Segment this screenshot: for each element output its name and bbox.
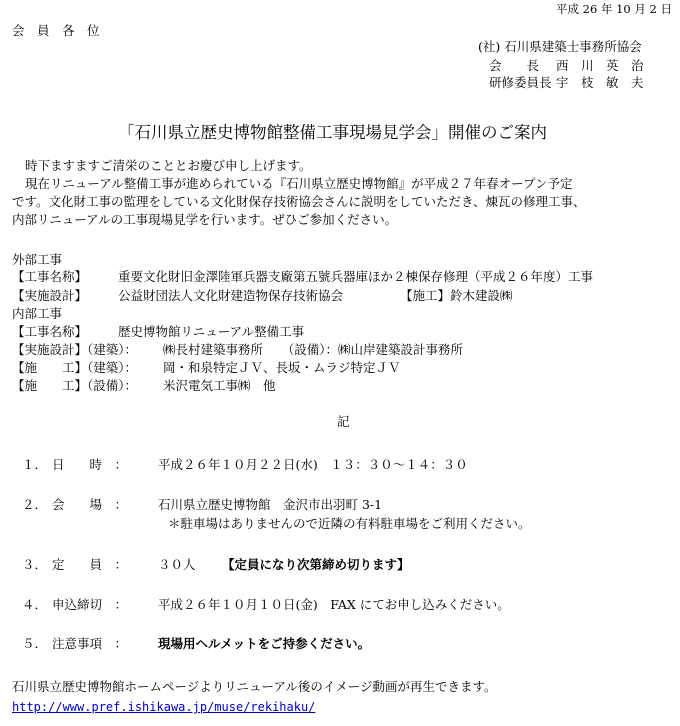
external-name-label: 【工事名称】 bbox=[12, 269, 88, 284]
document-title: 「石川県立歴史博物館整備工事現場見学会」開催のご案内 bbox=[118, 123, 547, 142]
item-value-datetime: 平成２６年１０月２２日(水) １３：３０〜１４：３０ bbox=[158, 457, 468, 472]
item-number: ３． bbox=[22, 557, 48, 572]
internal-design-label: 【実施設計】（建築）： bbox=[12, 342, 138, 357]
ki-marker: 記 bbox=[337, 414, 350, 429]
item-label-deadline: 申込締切 ： bbox=[52, 597, 128, 612]
item-note-parking: ＊駐車場はありませんので近隣の有料駐車場をご利用ください。 bbox=[168, 516, 531, 531]
external-builder: 【施工】鈴木建設㈱ bbox=[400, 288, 513, 303]
sender1-name: 西 川 英 治 bbox=[556, 58, 644, 73]
item-label-datetime: 日 時 ： bbox=[52, 457, 128, 472]
intro-greeting: 時下ますますご清栄のこととお慶び申し上げます。 bbox=[25, 158, 312, 173]
sender2-name: 宇 枝 敏 夫 bbox=[556, 75, 644, 90]
internal-builder1-label: 【施 工】（建築）： bbox=[12, 360, 138, 375]
sender1-role: 会 長 bbox=[489, 58, 540, 73]
item-label-capacity: 定 員 ： bbox=[52, 557, 128, 572]
item-value-venue: 石川県立歴史博物館 金沢市出羽町 3-1 bbox=[158, 497, 383, 512]
intro-line: 現在リニューアル整備工事が進められている『石川県立歴史博物館』が平成２７年春オープン予定 bbox=[25, 176, 573, 191]
item-label-notes: 注意事項 ： bbox=[52, 636, 128, 651]
item-value-notes: 現場用ヘルメットをご持参ください。 bbox=[158, 636, 371, 651]
sender2-role: 研修委員長 bbox=[489, 75, 552, 90]
external-name-value: 重要文化財旧金澤陸軍兵器支廠第五號兵器庫ほか２棟保存修理（平成２６年度）工事 bbox=[118, 269, 594, 284]
document-date: 平成 26 年 10 月 2 日 bbox=[556, 2, 673, 16]
internal-builder2-label: 【施 工】（設備）： bbox=[12, 378, 138, 393]
item-number: ５． bbox=[22, 636, 48, 651]
internal-builder2-value: 米沢電気工事㈱ 他 bbox=[163, 378, 276, 393]
item-number: ２． bbox=[22, 497, 48, 512]
recipients: 会 員 各 位 bbox=[12, 23, 100, 38]
external-design-value: 公益財団法人文化財建造物保存技術協会 bbox=[118, 288, 344, 303]
homepage-link[interactable]: http://www.pref.ishikawa.jp/muse/rekihaku/ bbox=[12, 700, 316, 714]
item-value-deadline: 平成２６年１０月１０日(金) FAX にてお申し込みください。 bbox=[158, 597, 510, 612]
internal-name-label: 【工事名称】 bbox=[12, 324, 88, 339]
item-value-capacity: ３０人 bbox=[158, 557, 196, 572]
item-note-capacity: 【定員になり次第締め切ります】 bbox=[222, 557, 410, 572]
footer-text: 石川県立歴史博物館ホームページよりリニューアル後のイメージ動画が再生できます。 bbox=[12, 679, 497, 694]
sender-organization: (社) 石川県建築士事務所協会 bbox=[478, 39, 642, 54]
item-number: ４． bbox=[22, 597, 48, 612]
item-number: １． bbox=[22, 457, 48, 472]
internal-works-heading: 内部工事 bbox=[12, 306, 63, 321]
internal-name-value: 歴史博物館リニューアル整備工事 bbox=[118, 324, 305, 339]
intro-line: です。文化財工事の監理をしている文化財保存技術協会さんに説明をしていただき、煉瓦の修理工事、 bbox=[12, 194, 586, 209]
external-design-label: 【実施設計】 bbox=[12, 288, 88, 303]
external-works-heading: 外部工事 bbox=[12, 252, 63, 267]
internal-design-value: ㈱長村建築事務所 （設備）：㈱山岸建築設計事務所 bbox=[163, 342, 464, 357]
intro-line: 内部リニューアルの工事現場見学を行います。ぜひご参加ください。 bbox=[12, 212, 398, 227]
internal-builder1-value: 岡・和泉特定ＪＶ、長坂・ムラジ特定ＪＶ bbox=[163, 360, 401, 375]
item-label-venue: 会 場 ： bbox=[52, 497, 128, 512]
